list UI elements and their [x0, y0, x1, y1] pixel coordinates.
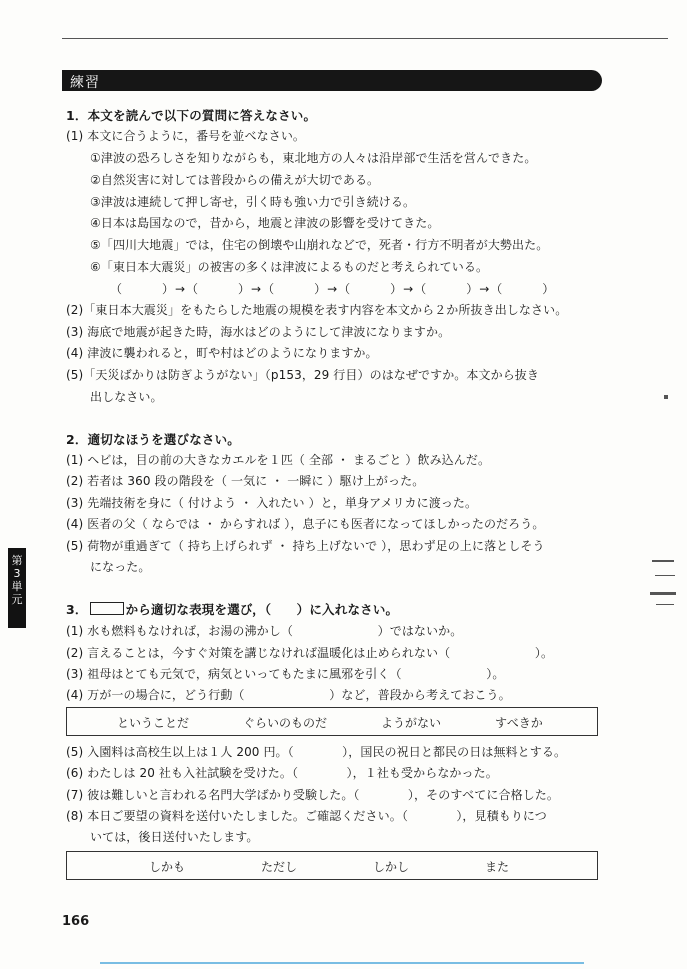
scan-edge-mark — [655, 575, 675, 576]
unit-side-tab — [8, 548, 26, 628]
q1-option-2: ②自然災害に対しては普段からの備えが大切である。 — [90, 173, 380, 187]
q3-item-7: (7) 彼は難しいと言われる名門大学ばかり受験した。（ ），そのすべてに合格した。 — [66, 788, 559, 802]
q1-sub5-cont: 出しなさい。 — [90, 390, 163, 404]
q3-item-6: (6) わたしは 20 社も入社試験を受けた。（ ），１社も受からなかった。 — [66, 766, 498, 780]
q1-option-3: ③津波は連続して押し寄せ，引く時も強い力で引き続ける。 — [90, 195, 416, 209]
q3-item-8-cont: いては，後日送付いたします。 — [90, 830, 259, 844]
scan-edge-mark — [652, 560, 674, 562]
q2-item-4: (4) 医者の父（ ならでは ・ からすれば ），息子にも医者になってほしかったのだろう。 — [66, 517, 545, 531]
scan-edge-mark — [656, 604, 674, 605]
q3-title-box-icon — [90, 602, 124, 615]
q1-option-6: ⑥「東日本大震災」の被害の多くは津波によるものだと考えられている。 — [90, 260, 489, 274]
side-tab-char: 単 — [11, 580, 23, 593]
q3-item-4: (4) 万が一の場合に，どう行動（ ）など，普段から考えておこう。 — [66, 688, 511, 702]
word-choice: しかも — [149, 860, 186, 874]
word-choice: ようがない — [381, 716, 442, 730]
word-choice: また — [485, 860, 510, 874]
q3-item-1: (1) 水も燃料もなければ，お湯の沸かし（ ）ではないか。 — [66, 624, 463, 638]
q2-item-5-cont: になった。 — [90, 560, 151, 574]
q2-item-3: (3) 先端技術を身に（ 付けよう ・ 入れたい ）と，単身アメリカに渡った。 — [66, 496, 478, 510]
q1-sub3: (3) 海底で地震が起きた時，海水はどのようにして津波になりますか。 — [66, 325, 451, 339]
q3-title — [66, 600, 398, 618]
scan-edge-mark — [664, 395, 668, 399]
q2-item-5: (5) 荷物が重過ぎて（ 持ち上げられず ・ 持ち上げないで ），思わず足の上に落としそう — [66, 539, 545, 553]
q1-option-5: ⑤「四川大地震」では，住宅の倒壊や山崩れなどで，死者・行方不明者が大勢出た。 — [90, 238, 549, 252]
q3-item-8: (8) 本日ご要望の資料を送付いたしました。ご確認ください。（ ），見積もりにつ — [66, 809, 547, 823]
scan-edge-mark — [650, 592, 676, 595]
top-rule — [62, 38, 668, 39]
q1-option-1: ①津波の恐ろしさを知りながらも，東北地方の人々は沿岸部で生活を営んできた。 — [90, 151, 537, 165]
q1-title: 1．本文を読んで以下の質問に答えなさい。 — [66, 108, 317, 123]
q1-sub2: (2)「東日本大震災」をもたらした地震の規模を表す内容を本文から２か所抜き出しなさい。 — [66, 303, 568, 317]
q1-sub4: (4) 津波に襲われると，町や村はどのようになりますか。 — [66, 346, 378, 360]
q2-item-2: (2) 若者は 360 段の階段を（ 一気に ・ 一瞬に ）駆け上がった。 — [66, 474, 425, 488]
page-number: 166 — [62, 914, 90, 929]
word-choice: ただし — [261, 860, 298, 874]
word-choice-box-2 — [66, 851, 598, 880]
word-choice: ぐらいのものだ — [243, 716, 328, 730]
side-tab-char: 第 — [11, 554, 23, 567]
q3-item-3: (3) 祖母はとても元気で，病気といってもたまに風邪を引く（ ）。 — [66, 667, 505, 681]
q1-option-4: ④日本は島国なので，昔から，地震と津波の影響を受けてきた。 — [90, 216, 440, 230]
side-tab-char: 元 — [11, 593, 23, 606]
q1-sub1: (1) 本文に合うように，番号を並べなさい。 — [66, 129, 306, 143]
word-choice: しかし — [373, 860, 410, 874]
section-title: 練習 — [70, 75, 100, 91]
section-header-bar — [62, 70, 602, 91]
q1-sub5: (5)「天災ばかりは防ぎようがない」（p153，29 行目）のはなぜですか。本文から抜き — [66, 368, 540, 382]
q2-title: 2．適切なほうを選びなさい。 — [66, 432, 240, 447]
word-choice-box-1 — [66, 707, 598, 736]
q3-item-5: (5) 入園料は高校生以上は１人 200 円。（ ），国民の祝日と都民の日は無料とする。 — [66, 745, 567, 759]
q3-title-number: 3． — [66, 602, 88, 617]
q3-title-text: から適切な表現を選び，（ ）に入れなさい。 — [125, 602, 399, 617]
q3-item-2: (2) 言えることは，今すぐ対策を講じなければ温暖化は止められない（ ）。 — [66, 646, 554, 660]
bottom-accent-line — [100, 962, 584, 964]
q2-item-1: (1) ヘビは，目の前の大きなカエルを１匹（ 全部 ・ まるごと ）飲み込んだ。 — [66, 453, 491, 467]
q1-order-answer-line: （ ）→（ ）→（ ）→（ ）→（ ）→（ ） — [110, 282, 556, 296]
word-choice: すべきか — [495, 716, 543, 730]
word-choice: ということだ — [117, 716, 190, 730]
side-tab-char: 3 — [13, 567, 21, 580]
